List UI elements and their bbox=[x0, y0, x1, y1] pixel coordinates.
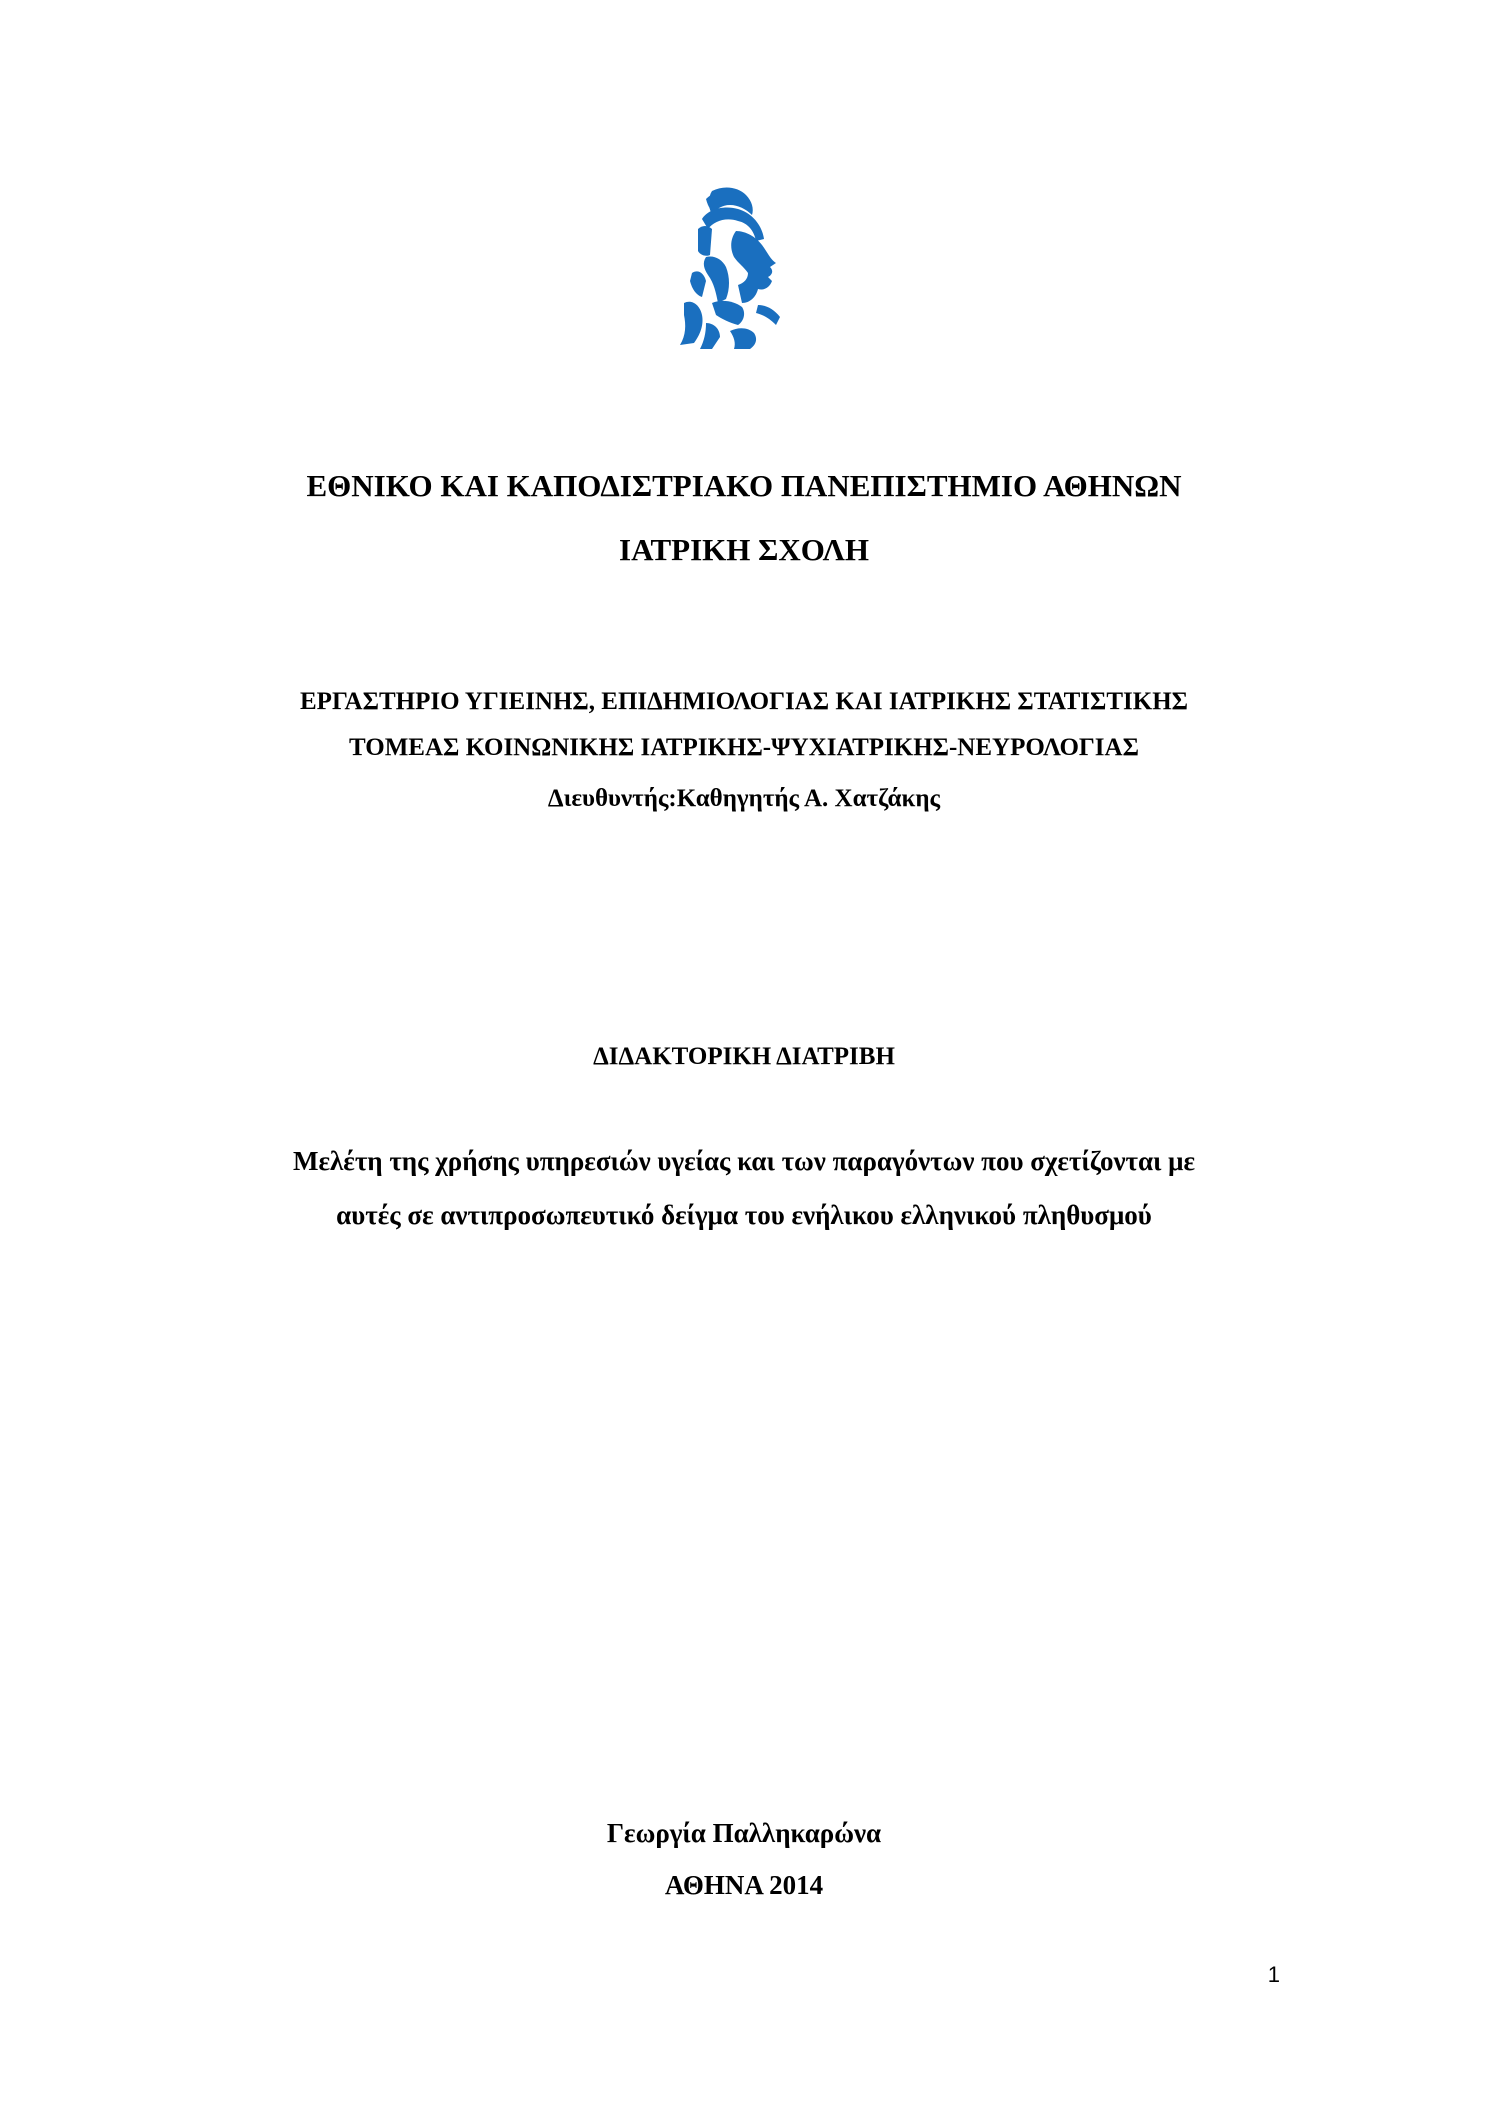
thesis-title-line-1: Μελέτη της χρήσης υπηρεσιών υγείας και των παραγόντων που σχετίζονται με bbox=[293, 1146, 1195, 1176]
thesis-title-line-2: αυτές σε αντιπροσωπευτικό δείγμα του ενήλικου ελληνικού πληθυσμού bbox=[336, 1200, 1152, 1230]
thesis-type: ΔΙΔΑΚΤΟΡΙΚΗ ΔΙΑΤΡΙΒΗ bbox=[593, 1043, 895, 1070]
laboratory-name: ΕΡΓΑΣΤΗΡΙΟ ΥΓΙΕΙΝΗΣ, ΕΠΙΔΗΜΙΟΛΟΓΙΑΣ ΚΑΙ ΙΑΤΡΙΚΗΣ ΣΤΑΤΙΣΤΙΚΗΣ bbox=[300, 688, 1188, 715]
director-line: Διευθυντής:Καθηγητής Α. Χατζάκης bbox=[547, 785, 941, 812]
page-number: 1 bbox=[1267, 1962, 1280, 1987]
sector-name: ΤΟΜΕΑΣ ΚΟΙΝΩΝΙΚΗΣ ΙΑΤΡΙΚΗΣ-ΨΥΧΙΑΤΡΙΚΗΣ-ΝΕΥΡΟΛΟΓΙΑΣ bbox=[349, 734, 1139, 761]
author-name: Γεωργία Παλληκαρώνα bbox=[606, 1818, 882, 1848]
university-name: ΕΘΝΙΚΟ ΚΑΙ ΚΑΠΟΔΙΣΤΡΙΑΚΟ ΠΑΝΕΠΙΣΤΗΜΙΟ ΑΘΗΝΩΝ bbox=[306, 468, 1182, 503]
school-name: ΙΑΤΡΙΚΗ ΣΧΟΛΗ bbox=[619, 532, 869, 567]
place-year: ΑΘΗΝΑ 2014 bbox=[664, 1870, 824, 1900]
athena-head-logo-icon bbox=[672, 185, 800, 353]
